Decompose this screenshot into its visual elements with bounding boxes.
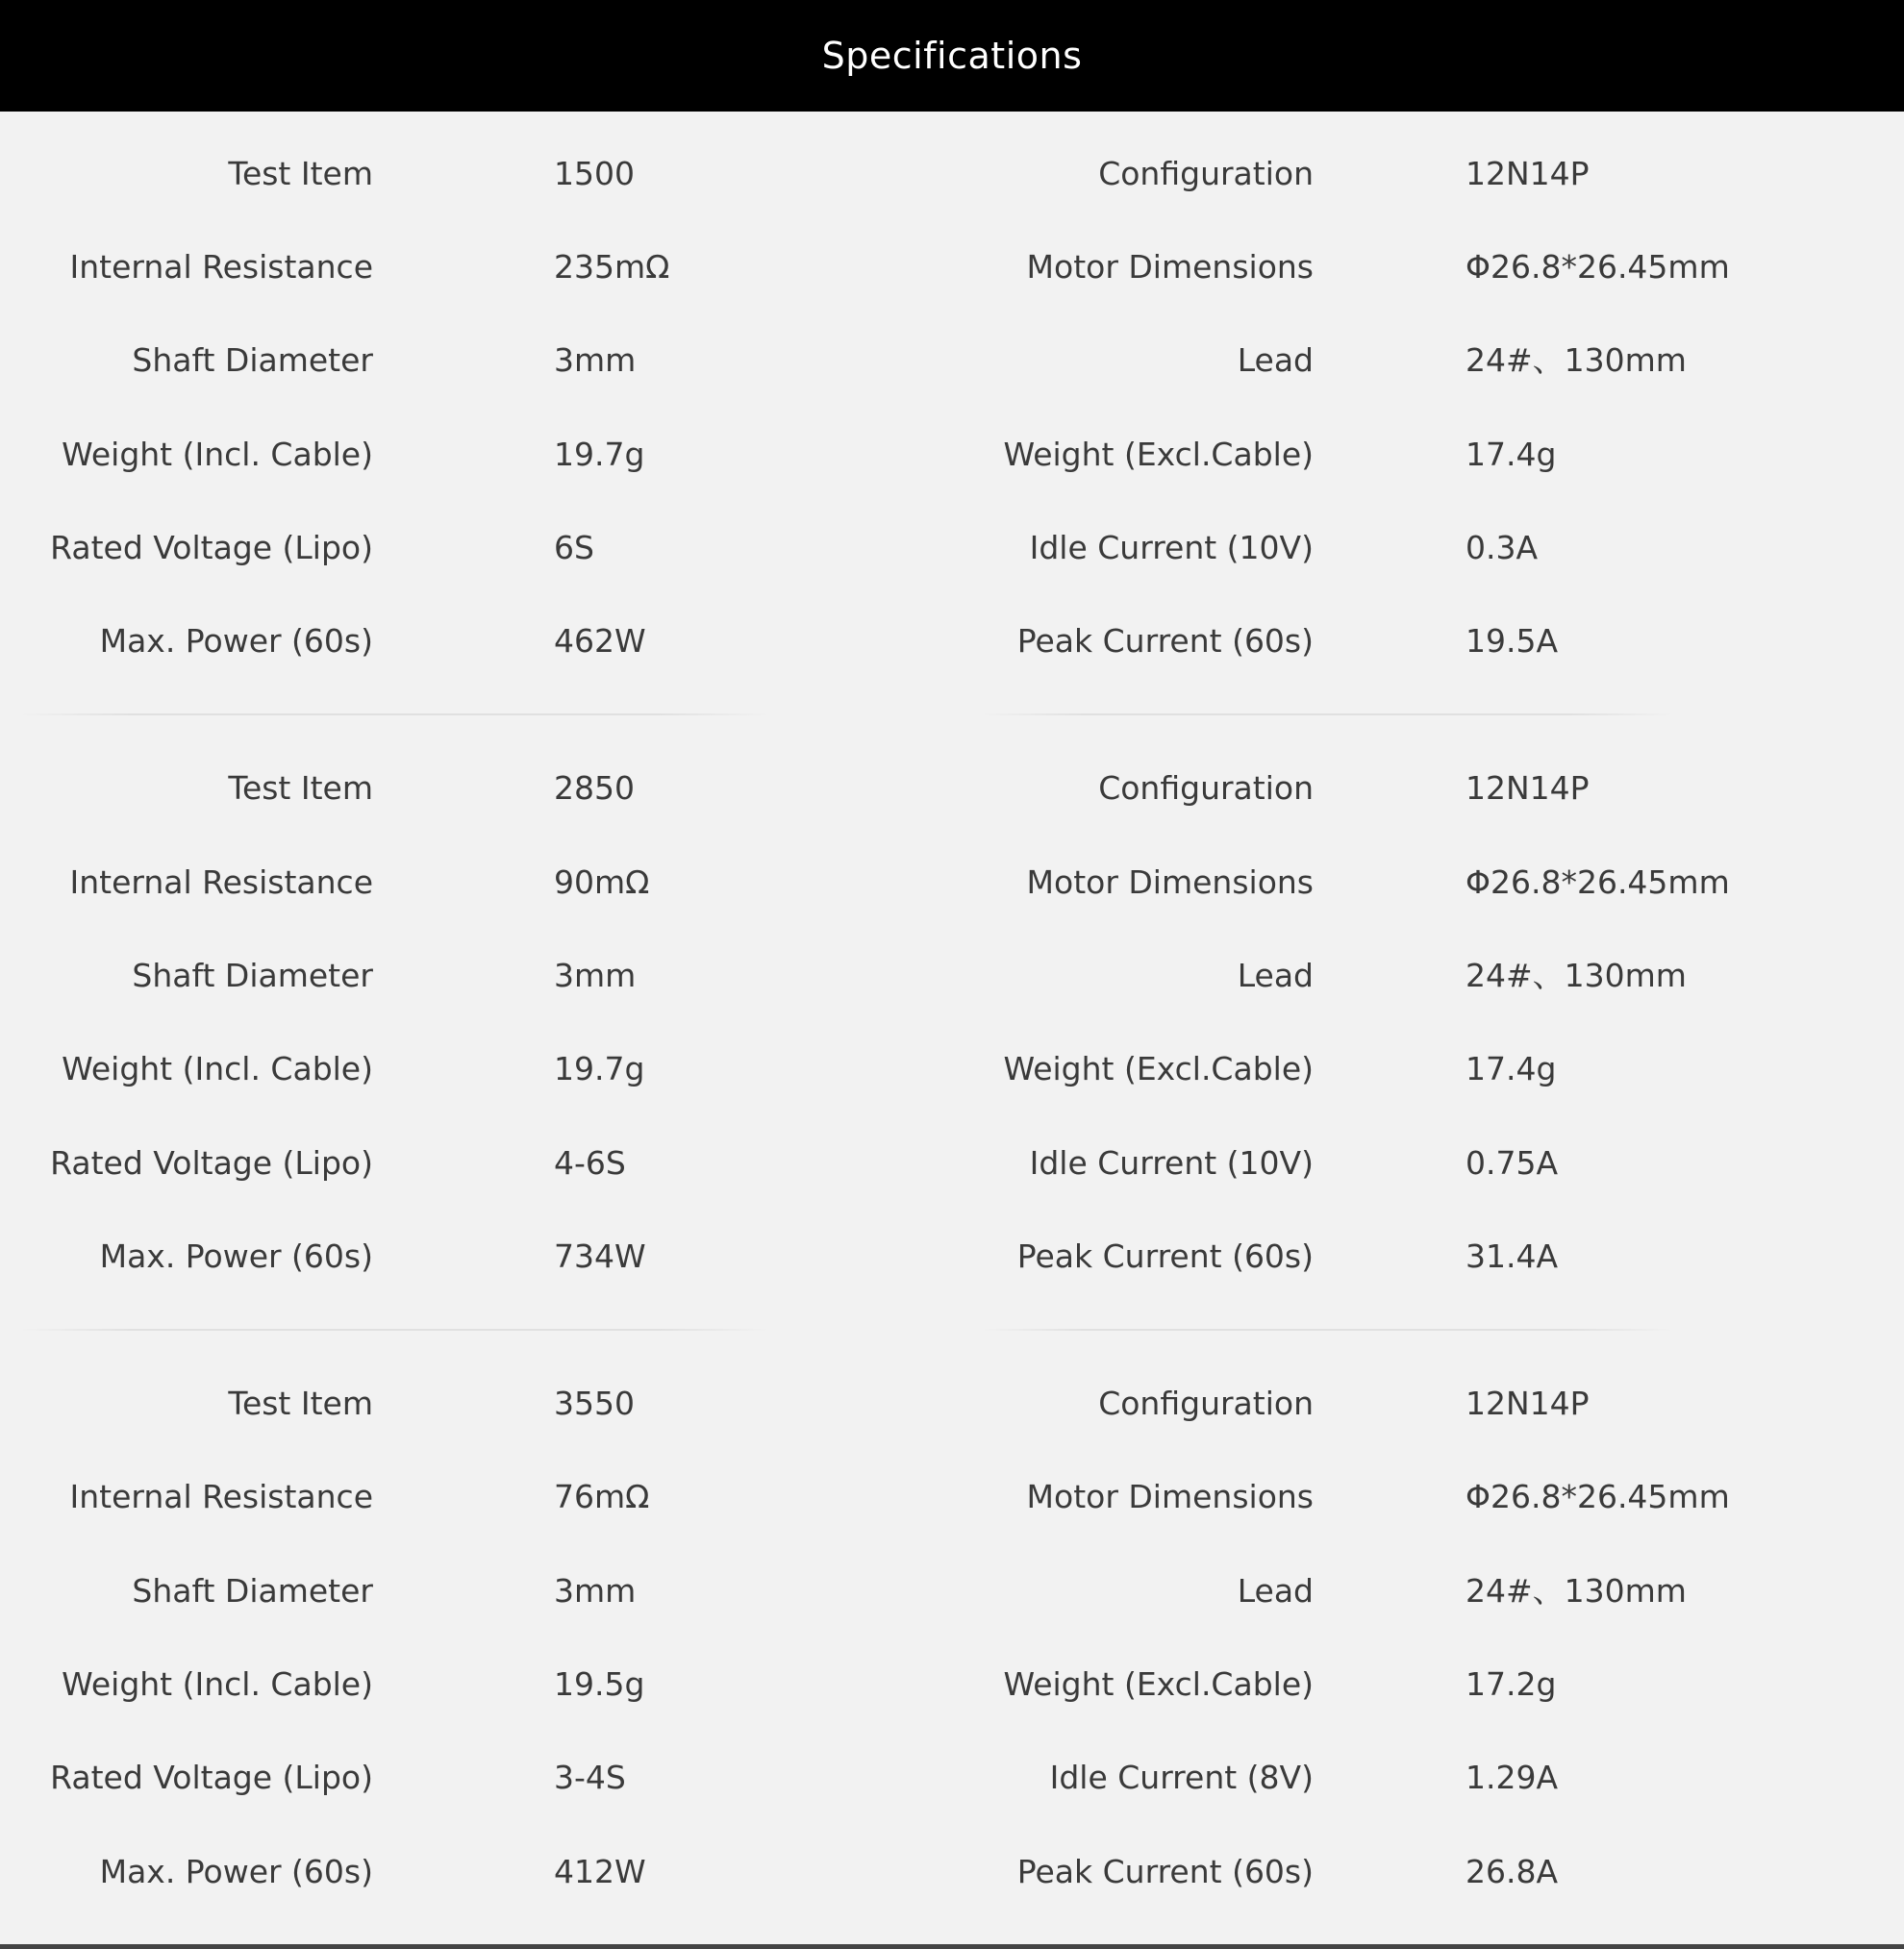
- spec-label: Motor Dimensions: [1026, 1478, 1314, 1515]
- spec-value: 24#、130mm: [1466, 1572, 1687, 1610]
- spec-label: Configuration: [1098, 1385, 1314, 1422]
- spec-value: 12N14P: [1466, 769, 1590, 807]
- spec-label: Shaft Diameter: [132, 957, 373, 994]
- spec-label: Configuration: [1098, 155, 1314, 192]
- spec-value: 3mm: [554, 1572, 637, 1610]
- spec-value: 4-6S: [554, 1144, 626, 1182]
- spec-label: Max. Power (60s): [99, 1237, 373, 1275]
- spec-value: 3-4S: [554, 1759, 626, 1796]
- spec-label: Test Item: [228, 1385, 373, 1422]
- spec-label: Motor Dimensions: [1026, 248, 1314, 286]
- spec-label: Internal Resistance: [69, 863, 373, 901]
- spec-value: 12N14P: [1466, 155, 1590, 192]
- spec-value: 1.29A: [1466, 1759, 1559, 1796]
- spec-value: 0.75A: [1466, 1144, 1559, 1182]
- spec-label: Rated Voltage (Lipo): [50, 1144, 373, 1182]
- spec-row: [0, 1656, 1904, 1713]
- spec-value: 462W: [554, 622, 646, 660]
- spec-row: [0, 1749, 1904, 1807]
- spec-row: [0, 1040, 1904, 1098]
- spec-value: 24#、130mm: [1466, 341, 1687, 379]
- spec-label: Rated Voltage (Lipo): [50, 529, 373, 566]
- spec-label: Weight (Incl. Cable): [62, 1665, 373, 1703]
- spec-value: 19.7g: [554, 1050, 645, 1087]
- spec-row: [0, 1843, 1904, 1901]
- spec-value: 0.3A: [1466, 529, 1539, 566]
- page-title: Specifications: [821, 35, 1083, 77]
- spec-value: 19.5A: [1466, 622, 1559, 660]
- spec-label: Shaft Diameter: [132, 341, 373, 379]
- spec-label: Lead: [1237, 341, 1314, 379]
- spec-label: Rated Voltage (Lipo): [50, 1759, 373, 1796]
- section-divider: [981, 1329, 1673, 1331]
- spec-label: Weight (Incl. Cable): [62, 436, 373, 473]
- spec-value: 3mm: [554, 957, 637, 994]
- spec-value: 19.5g: [554, 1665, 645, 1703]
- spec-value: 31.4A: [1466, 1237, 1559, 1275]
- spec-value: Φ26.8*26.45mm: [1466, 863, 1730, 901]
- spec-label: Shaft Diameter: [132, 1572, 373, 1610]
- spec-label: Lead: [1237, 957, 1314, 994]
- spec-label: Internal Resistance: [69, 248, 373, 286]
- spec-value: Φ26.8*26.45mm: [1466, 1478, 1730, 1515]
- spec-label: Lead: [1237, 1572, 1314, 1610]
- spec-value: 26.8A: [1466, 1853, 1559, 1890]
- spec-label: Max. Power (60s): [99, 1853, 373, 1890]
- spec-label: Peak Current (60s): [1016, 622, 1314, 660]
- spec-label: Test Item: [228, 769, 373, 807]
- spec-value: 3mm: [554, 341, 637, 379]
- spec-row: [0, 760, 1904, 817]
- spec-value: 76mΩ: [554, 1478, 650, 1515]
- spec-label: Idle Current (8V): [1049, 1759, 1314, 1796]
- spec-label: Peak Current (60s): [1016, 1853, 1314, 1890]
- section-divider: [981, 713, 1673, 715]
- spec-label: Weight (Excl.Cable): [1003, 1665, 1314, 1703]
- spec-value: 17.2g: [1466, 1665, 1557, 1703]
- spec-row: [0, 947, 1904, 1005]
- spec-row: [0, 854, 1904, 912]
- spec-value: 3550: [554, 1385, 635, 1422]
- spec-label: Weight (Incl. Cable): [62, 1050, 373, 1087]
- spec-value: 6S: [554, 529, 594, 566]
- spec-label: Peak Current (60s): [1016, 1237, 1314, 1275]
- spec-value: 90mΩ: [554, 863, 650, 901]
- spec-value: 734W: [554, 1237, 646, 1275]
- spec-label: Idle Current (10V): [1029, 1144, 1314, 1182]
- spec-value: 235mΩ: [554, 248, 670, 286]
- section-divider: [19, 713, 769, 715]
- spec-label: Weight (Excl.Cable): [1003, 1050, 1314, 1087]
- section-divider: [19, 1329, 769, 1331]
- spec-label: Max. Power (60s): [99, 622, 373, 660]
- spec-value: 19.7g: [554, 436, 645, 473]
- spec-label: Configuration: [1098, 769, 1314, 807]
- spec-value: 17.4g: [1466, 1050, 1557, 1087]
- spec-label: Motor Dimensions: [1026, 863, 1314, 901]
- spec-value: Φ26.8*26.45mm: [1466, 248, 1730, 286]
- spec-row: [0, 1135, 1904, 1192]
- spec-value: 12N14P: [1466, 1385, 1590, 1422]
- spec-value: 24#、130mm: [1466, 957, 1687, 994]
- spec-value: 2850: [554, 769, 635, 807]
- spec-row: [0, 1228, 1904, 1286]
- spec-label: Internal Resistance: [69, 1478, 373, 1515]
- spec-row: [0, 1562, 1904, 1620]
- spec-row: [0, 612, 1904, 670]
- spec-value: 1500: [554, 155, 635, 192]
- spec-value: 412W: [554, 1853, 646, 1890]
- spec-label: Idle Current (10V): [1029, 529, 1314, 566]
- spec-label: Weight (Excl.Cable): [1003, 436, 1314, 473]
- spec-value: 17.4g: [1466, 436, 1557, 473]
- spec-row: [0, 1468, 1904, 1526]
- bottom-border: [0, 1944, 1904, 1949]
- spec-row: [0, 1375, 1904, 1433]
- spec-label: Test Item: [228, 155, 373, 192]
